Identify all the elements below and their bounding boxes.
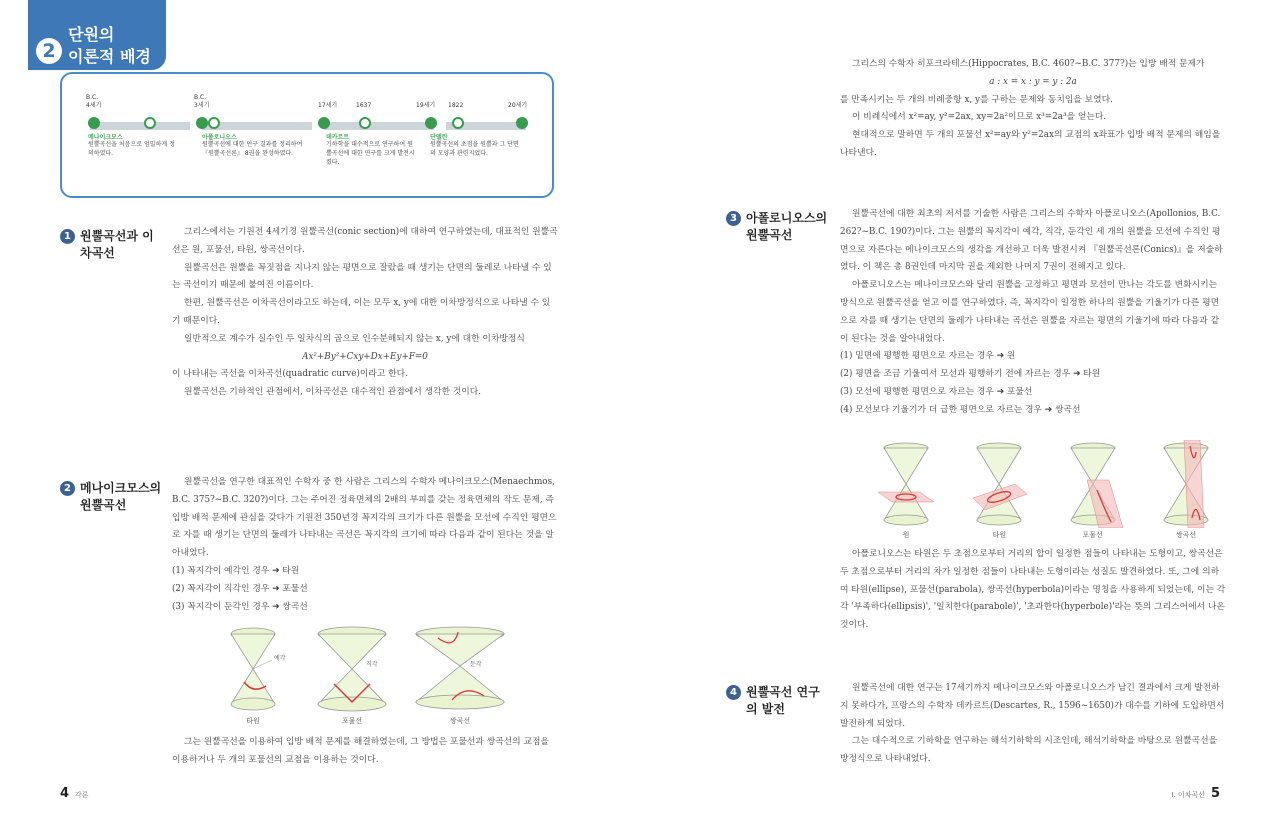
section-title: 원뿔곡선 연구의 발전 — [746, 685, 820, 716]
list-item: (4) 모선보다 기울기가 더 급한 평면으로 자르는 경우 ➜ 쌍곡선 — [840, 404, 1081, 415]
svg-text:직각: 직각 — [366, 661, 378, 668]
timeline-marker — [452, 117, 464, 129]
list-item: (1) 밑면에 평행한 평면으로 자르는 경우 ➜ 원 — [840, 351, 1016, 362]
timeline-box — [60, 72, 554, 198]
timeline-marker — [208, 117, 220, 129]
section-1-body — [172, 224, 558, 402]
timeline-marker — [359, 117, 371, 129]
page-footer-right — [1171, 786, 1220, 801]
right-page — [640, 0, 1280, 838]
timeline-desc: 원뿔곡선을 처음으로 엄밀하게 정의하였다. — [88, 141, 175, 157]
section-4-body — [840, 680, 1226, 769]
footer-label: Ⅰ. 이차곡선 — [1171, 791, 1205, 799]
timeline-name: 아폴로니오스 — [202, 134, 237, 141]
cone-figure — [1063, 440, 1123, 540]
hyperbola-section-diagram — [1156, 440, 1216, 528]
timeline-bar — [324, 122, 434, 130]
page-footer-left — [60, 786, 89, 801]
paragraph: 이 비례식에서 x²=ay, y²=2ax, xy=2a²이므로 x³=2a³을 얻는다. — [852, 112, 1107, 123]
timeline-era: 20세기 — [508, 102, 528, 109]
timeline-desc: 원뿔곡선의 초점을 원뿔과 그 단면의 모양과 관련지었다. — [430, 141, 519, 157]
right-cone-diagram — [312, 624, 392, 714]
section-number-badge: 2 — [60, 481, 75, 496]
parabola-section-diagram — [1063, 440, 1123, 528]
chapter-tab-line2: 이론적 배경 — [68, 47, 151, 66]
cone-figure — [312, 624, 392, 726]
hippocrates-intro — [840, 56, 1226, 163]
svg-text:둔각: 둔각 — [470, 661, 482, 668]
section-4-heading — [726, 684, 830, 718]
cone-figure — [876, 440, 936, 540]
list-item: (2) 평면을 조금 기울여서 모선과 평행하기 전에 자르는 경우 ➜ 타원 — [840, 369, 1101, 380]
figure-caption: 포물선 — [1082, 531, 1103, 539]
section-3-heading — [726, 210, 830, 244]
equation: a : x = x : y = y : 2a — [989, 76, 1077, 87]
paragraph: 원뿔곡선을 연구한 대표적인 수학자 중 한 사람은 그리스의 수학자 메나이크모스(Menaechmos, B.C. 375?~B.C. 320?)이다. 그는 주어진 정육면체의 2배의 부피를 갖는 정육면체의 작도 문제, 즉 입방 배적 문제에 관심을 갖다가 기원전 350년경 꼭지각의 크기가 다른 원뿔을 모선에 수직인 평면으로 자를 때 생기는 단면의 둘레가 나타내는 곡선은 꼭지각의 크기에 따라 다음과 같이 된다는 것을 알아내었다. — [172, 477, 557, 559]
section-2-body — [172, 474, 558, 616]
section-3-body — [840, 206, 1226, 420]
footer-label: 각론 — [75, 791, 89, 799]
paragraph: 원뿔곡선에 대한 연구는 17세기까지 메나이크모스와 아폴로니오스가 남긴 결과에서 크게 발전하지 못하다가, 프랑스의 수학자 데카르트(Descartes, R., 1596~1650)가 대수를 기하에 도입하면서 발전하게 되었다. — [840, 683, 1225, 729]
timeline-era: B.C. 4세기 — [86, 94, 102, 109]
timeline-name: 메나이크모스 — [88, 134, 123, 141]
section-number-badge: 4 — [726, 685, 741, 700]
paragraph: 아폴로니오스는 메나이크모스와 달리 원뿔을 고정하고 평면과 모선이 만나는 각도를 변화시키는 방식으로 원뿔곡선을 얻고 이를 연구하였다. 즉, 꼭지각이 일정한 하나의 원뿔을 기울기가 다른 평면으로 자를 때 생기는 단면의 둘레가 나타내는 곡선은 원뿔을 자르는 평면의 기울기에 따라 다음과 같이 된다는 것을 알아내었다. — [840, 280, 1220, 344]
timeline-marker — [516, 117, 528, 129]
cone-figure — [1156, 440, 1216, 540]
paragraph: 그리스에서는 기원전 4세기경 원뿔곡선(conic section)에 대하여 연구하였는데, 대표적인 원뿔곡선은 원, 포물선, 타원, 쌍곡선이다. — [172, 227, 558, 255]
figure-caption: 원 — [902, 531, 910, 539]
section-number-badge: 3 — [726, 211, 741, 226]
page-number: 4 — [60, 786, 70, 801]
timeline-marker — [318, 117, 330, 129]
timeline-desc: 원뿔곡선에 대한 연구 결과를 정리하여 『원뿔곡선론』 8권을 완성하였다. — [202, 141, 303, 157]
paragraph: 한편, 원뿔곡선은 이차곡선이라고도 하는데, 이는 모두 x, y에 대한 이차방정식으로 나타낼 수 있기 때문이다. — [172, 298, 551, 326]
figure-caption: 쌍곡선 — [449, 717, 471, 725]
ellipse-section-diagram — [969, 440, 1029, 528]
paragraph: 원뿔곡선은 원뿔을 꼭짓점을 지나지 않는 평면으로 잘랐을 때 생기는 단면의 둘레로 나타낼 수 있는 곡선이기 때문에 붙여진 이름이다. — [172, 262, 552, 291]
paragraph: 를 만족시키는 두 개의 비례중항 x, y를 구하는 문제와 동치임을 보였다. — [840, 94, 1113, 105]
cone-figure — [969, 440, 1029, 540]
acute-cone-diagram — [216, 624, 290, 714]
apollonios-figures — [876, 440, 1216, 540]
list-item: (2) 꼭지각이 직각인 경우 ➜ 포물선 — [172, 583, 308, 594]
list-item: (3) 꼭지각이 둔각인 경우 ➜ 쌍곡선 — [172, 601, 308, 612]
timeline-era: 1822 — [448, 102, 464, 109]
menaechmos-figures — [216, 624, 506, 726]
timeline-era: 19세기 — [416, 102, 436, 109]
timeline-era: B.C. 3세기 — [194, 94, 210, 109]
equation: Ax²+By²+Cxy+Dx+Ey+F=0 — [302, 351, 428, 362]
paragraph: 원뿔곡선에 대한 최초의 저서를 기술한 사람은 그리스의 수학자 아폴로니오스(Apollonios, B.C. 262?~B.C. 190?)이다. 그는 원뿔의 꼭지각이 예각, 직각, 둔각인 세 개의 원뿔을 모선에 수직인 평면으로 자른다는 메나이크모스의 생각을 개선하고 더욱 발전시켜 『원뿔곡선론(Conics)』을 저술하였다. 이 책은 총 8권인데 마지막 권을 제외한 나머지 7권이 전해지고 있다. — [840, 209, 1223, 273]
paragraph: 아폴로니오스는 타원은 두 초점으로부터 거리의 합이 일정한 점들이 나타내는 도형이고, 쌍곡선은 두 초점으로부터 거리의 차가 일정한 점들이 나타내는 도형이라는 성질도 발견하였다. 또, 그에 의하여 타원(ellipse), 포물선(parabola), 쌍곡선(hyperbola)이라는 명칭을 사용하게 되었는데, 이는 각각 '부족하다(ellipsis)', '일치한다(parabole)', '초과한다(hyperbole)'라는 뜻의 그리스어에서 나온 것이다. — [840, 549, 1226, 631]
chapter-tab — [28, 0, 166, 70]
timeline-era: 1637 — [356, 102, 372, 109]
timeline-desc: 기하학을 대수적으로 연구하여 원뿔곡선에 대한 연구를 크게 발전시켰다. — [326, 141, 415, 166]
chapter-tab-line1: 단원의 — [68, 25, 115, 44]
timeline-marker — [425, 117, 437, 129]
figure-caption: 타원 — [246, 717, 260, 725]
svg-text:예각: 예각 — [274, 655, 286, 662]
section-number-badge: 1 — [60, 229, 75, 244]
figure-caption: 타원 — [992, 531, 1007, 539]
timeline-era: 17세기 — [318, 102, 338, 109]
paragraph: 그는 원뿔곡선을 이용하여 입방 배적 문제를 해결하였는데, 그 방법은 포물선과 쌍곡선의 교점을 이용하거나 두 개의 포물선의 교점을 이용하는 것이다. — [172, 737, 549, 765]
section-2-closing — [172, 734, 558, 770]
timeline-marker — [196, 117, 208, 129]
section-2-heading — [60, 480, 166, 514]
paragraph: 원뿔곡선은 기하적인 관점에서, 이차곡선은 대수적인 관점에서 생각한 것이다. — [184, 387, 482, 398]
figure-caption: 쌍곡선 — [1175, 531, 1197, 539]
timeline-name: 데카르트 — [326, 134, 350, 141]
section-title: 원뿔곡선과 이차곡선 — [80, 229, 154, 260]
list-item: (1) 꼭지각이 예각인 경우 ➜ 타원 — [172, 565, 300, 576]
paragraph: 일반적으로 계수가 실수인 두 일차식의 곱으로 인수분해되지 않는 x, y에 대한 이차방정식 — [184, 333, 525, 344]
paragraph: 그리스의 수학자 히포크라테스(Hippocrates, B.C. 460?~B.C. 377?)는 입방 배적 문제가 — [852, 59, 1205, 69]
figure-caption: 포물선 — [341, 717, 363, 725]
page-number: 5 — [1210, 786, 1220, 801]
obtuse-cone-diagram — [414, 624, 506, 714]
cone-figure — [216, 624, 290, 726]
chapter-tab-number: 2 — [36, 38, 62, 64]
section-title: 아폴로니오스의 원뿔곡선 — [746, 211, 828, 242]
paragraph: 그는 대수적으로 기하학을 연구하는 해석기하학의 시조인데, 해석기하학을 바탕으로 원뿔곡선을 방정식으로 나타내었다. — [840, 736, 1218, 765]
timeline-bar — [90, 122, 190, 130]
timeline-marker — [88, 117, 100, 129]
timeline-name: 단델린 — [430, 134, 448, 141]
list-item: (3) 모선에 평행한 평면으로 자르는 경우 ➜ 포물선 — [840, 386, 1033, 397]
section-3-closing — [840, 546, 1226, 635]
section-title: 메나이크모스의 원뿔곡선 — [80, 481, 162, 512]
circle-section-diagram — [876, 440, 936, 528]
paragraph: 이 나타내는 곡선을 이차곡선(quadratic curve)이라고 한다. — [172, 369, 408, 380]
paragraph: 현대적으로 말하면 두 개의 포물선 x²=ay와 y²=2ax의 교점의 x좌표가 입방 배적 문제의 해임을 나타낸다. — [840, 130, 1221, 158]
section-1-heading — [60, 228, 160, 262]
cone-figure — [414, 624, 506, 726]
timeline-marker — [144, 117, 156, 129]
